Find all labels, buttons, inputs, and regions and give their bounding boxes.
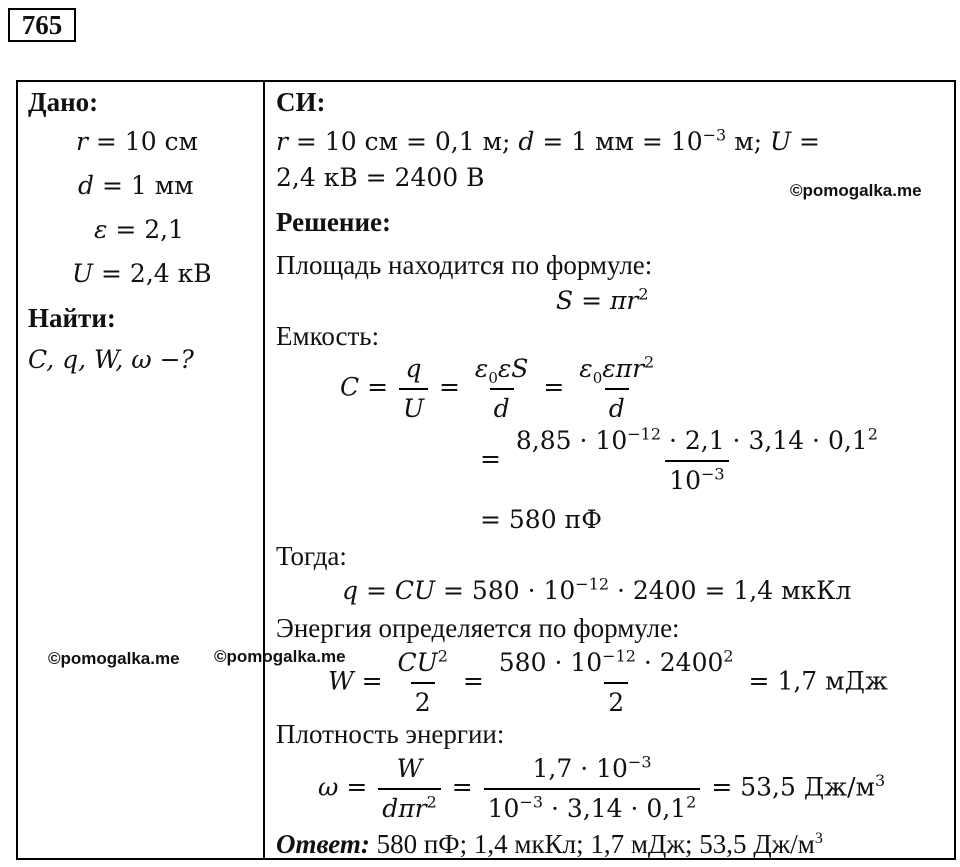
task-number: 765 <box>8 8 76 42</box>
given-d: d = 1 мм <box>78 171 194 200</box>
solution-heading: Решение: <box>276 207 391 237</box>
capacity-text: Емкость: <box>276 321 380 351</box>
area-text: Площадь находится по формуле: <box>276 250 653 280</box>
find-vars: C, q, W, ω −? <box>28 345 194 374</box>
density-formula: ω = $\frac{W}{d\pi r^2}$ = $\frac{1,7 \cdot 10^{-3}}{10^{-3} \cdot 3,14 \cdot 0,1^2}$ = 53,5 $Дж/м^3$ <box>318 752 885 826</box>
given-U: U = 2,4 кВ <box>72 259 212 288</box>
watermark: ©pomogalka.me <box>48 649 180 668</box>
given-eps: ε = 2,1 <box>94 215 185 244</box>
capacity-formula: C = $\frac{q}{U}$ = $\frac{\varepsilon_0\varepsilon S}{d}$ = $\frac{\varepsilon_0\varepsilon\pi r^2}{d}$ <box>340 352 661 426</box>
energy-formula: W = $\frac{CU^2}{2}$ = $\frac{580 \cdot 10^{-12} \cdot 2400^2}{2}$ = 1,7 мДж <box>328 646 888 720</box>
si-line-1: r = 10 см = 0,1 м; d = 1 мм = $10^{-3}$ м; U = <box>276 125 820 156</box>
answer-line: Ответ: 580 пФ; 1,4 мкКл; 1,7 мДж; 53,5 $Дж/м^3$ <box>276 829 823 859</box>
given-r: r = 10 см <box>76 127 199 156</box>
given-heading: Дано: <box>28 87 99 117</box>
capacity-calc: = $\frac{8,85 \cdot 10^{-12} \cdot 2,1 \cdot 3,14 \cdot 0,1^2}{10^{-3}}$ <box>480 424 885 498</box>
energy-text: Энергия определяется по формуле: <box>276 613 680 643</box>
find-heading: Найти: <box>28 303 116 333</box>
si-heading: СИ: <box>276 87 326 117</box>
area-formula: $S = \pi r^2$ <box>556 284 649 315</box>
watermark: ©pomogalka.me <box>790 181 922 200</box>
watermark: ©pomogalka.me <box>214 647 346 666</box>
column-divider <box>263 80 265 860</box>
density-text: Плотность энергии: <box>276 719 505 749</box>
charge-formula: q = CU = $580 \cdot 10^{-12} \cdot 2400 = 1,4$ мкКл <box>342 574 852 605</box>
capacity-result: = 580 пФ <box>480 505 602 534</box>
si-line-2: 2,4 кВ = 2400 В <box>276 163 485 192</box>
then-text: Тогда: <box>276 541 347 571</box>
